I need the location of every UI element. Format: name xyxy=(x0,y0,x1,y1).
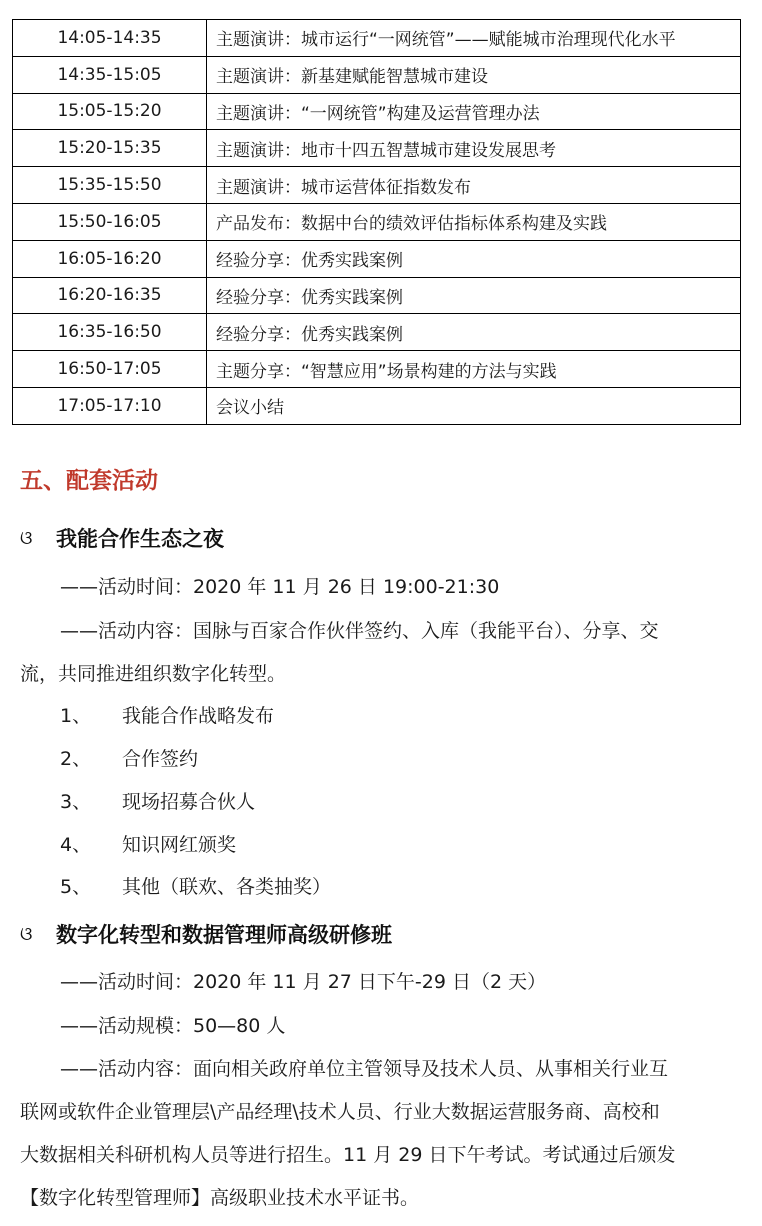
schedule-row xyxy=(13,130,741,167)
activity2-content-line2: 联网或软件企业管理层\产品经理\技术人员、行业大数据运营服务商、高校和 xyxy=(20,1101,660,1123)
activity2-content-line3: 大数据相关科研机构人员等进行招生。11 月 29 日下午考试。考试通过后颁发 xyxy=(20,1144,676,1166)
activity2-heading xyxy=(20,919,392,949)
item-number: 1、 xyxy=(60,705,92,727)
schedule-topic: 主题演讲：“一网统管”构建及运营管理办法 xyxy=(207,93,741,130)
activity1-content-line1: ——活动内容：国脉与百家合作伙伴签约、入库（我能平台）、分享、交 xyxy=(60,620,659,642)
schedule-time: 16:50-17:05 xyxy=(13,351,207,388)
schedule-row xyxy=(13,314,741,351)
section-title: 五、配套活动 xyxy=(20,468,158,494)
activity2-content-line1: ——活动内容：面向相关政府单位主管领导及技术人员、从事相关行业互 xyxy=(60,1058,669,1080)
activity2-scale: ——活动规模：50—80 人 xyxy=(60,1015,286,1037)
schedule-time: 16:35-16:50 xyxy=(13,314,207,351)
item-number: 3、 xyxy=(60,791,92,813)
schedule-row xyxy=(13,240,741,277)
activity1-heading xyxy=(20,523,224,553)
schedule-topic: 主题演讲：新基建赋能智慧城市建设 xyxy=(207,56,741,93)
schedule-row xyxy=(13,167,741,204)
schedule-row xyxy=(13,20,741,57)
schedule-topic: 主题演讲：城市运行“一网统管”——赋能城市治理现代化水平 xyxy=(207,20,741,57)
schedule-row xyxy=(13,277,741,314)
activity1-title: 我能合作生态之夜 xyxy=(56,527,224,551)
schedule-time: 15:20-15:35 xyxy=(13,130,207,167)
schedule-time: 16:05-16:20 xyxy=(13,240,207,277)
activity2-content-line4: 【数字化转型管理师】高级职业技术水平证书。 xyxy=(20,1187,420,1209)
schedule-topic: 主题演讲：地市十四五智慧城市建设发展思考 xyxy=(207,130,741,167)
schedule-row xyxy=(13,351,741,388)
item-number: 5、 xyxy=(60,876,92,898)
schedule-topic: 经验分享：优秀实践案例 xyxy=(207,277,741,314)
item-text: 合作签约 xyxy=(122,748,199,770)
activity2-time: ——活动时间：2020 年 11 月 27 日下午-29 日（2 天） xyxy=(60,971,547,993)
schedule-time: 15:35-15:50 xyxy=(13,167,207,204)
schedule-row xyxy=(13,93,741,130)
schedule-table xyxy=(12,19,741,425)
item-text: 其他（联欢、各类抽奖） xyxy=(122,876,332,898)
schedule-time: 17:05-17:10 xyxy=(13,387,207,424)
schedule-time: 16:20-16:35 xyxy=(13,277,207,314)
schedule-topic: 主题分享：“智慧应用”场景构建的方法与实践 xyxy=(207,351,741,388)
bullet-icon: ଓ xyxy=(20,923,33,945)
schedule-topic: 主题演讲：城市运营体征指数发布 xyxy=(207,167,741,204)
schedule-row xyxy=(13,56,741,93)
item-text: 现场招募合伙人 xyxy=(122,791,256,813)
activity1-time: ——活动时间：2020 年 11 月 26 日 19:00-21:30 xyxy=(60,576,500,598)
bullet-icon: ଓ xyxy=(20,527,33,549)
item-number: 2、 xyxy=(60,748,92,770)
schedule-topic: 经验分享：优秀实践案例 xyxy=(207,240,741,277)
schedule-time: 14:05-14:35 xyxy=(13,20,207,57)
item-number: 4、 xyxy=(60,834,92,856)
item-text: 知识网红颁奖 xyxy=(122,834,237,856)
schedule-topic: 经验分享：优秀实践案例 xyxy=(207,314,741,351)
schedule-row xyxy=(13,203,741,240)
activity1-content-line2: 流，共同推进组织数字化转型。 xyxy=(20,663,287,685)
schedule-topic: 会议小结 xyxy=(207,387,741,424)
activity2-title: 数字化转型和数据管理师高级研修班 xyxy=(56,923,392,947)
schedule-topic: 产品发布：数据中台的绩效评估指标体系构建及实践 xyxy=(207,203,741,240)
schedule-row xyxy=(13,387,741,424)
item-text: 我能合作战略发布 xyxy=(122,705,275,727)
schedule-time: 15:05-15:20 xyxy=(13,93,207,130)
schedule-time: 15:50-16:05 xyxy=(13,203,207,240)
schedule-time: 14:35-15:05 xyxy=(13,56,207,93)
